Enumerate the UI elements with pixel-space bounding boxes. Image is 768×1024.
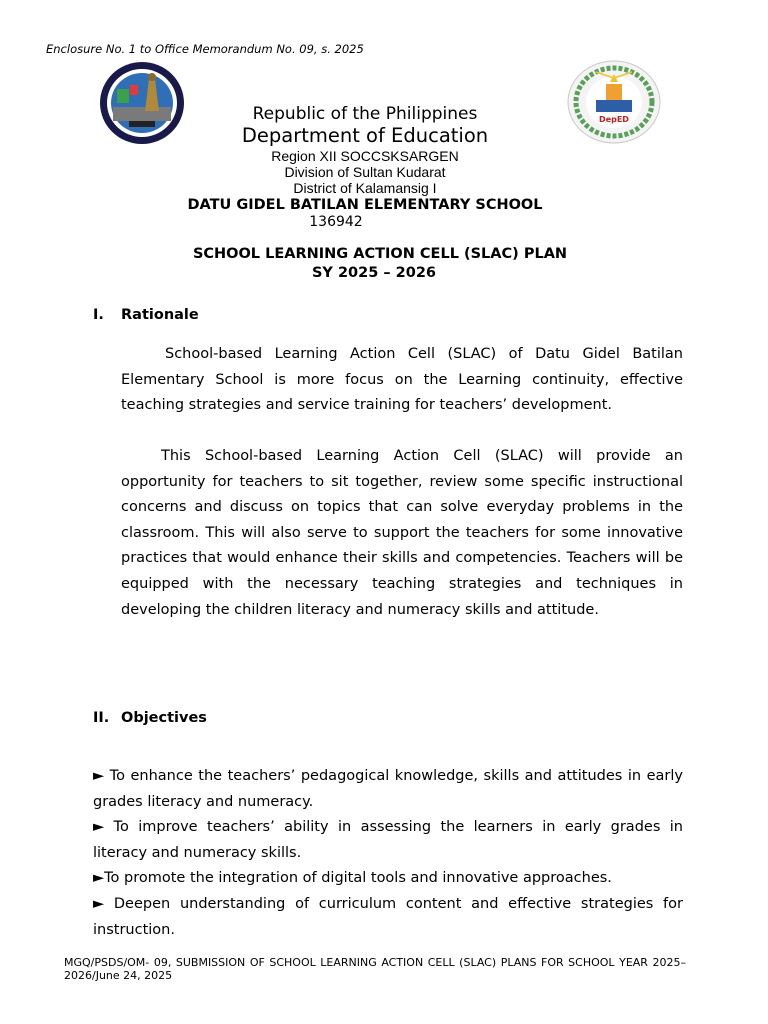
objective-item: ► Deepen understanding of curriculum content and effective strategies for instruction. xyxy=(93,896,683,938)
deped-logo-text: DepED xyxy=(599,115,629,124)
section-number: II. xyxy=(93,710,110,726)
header-department: Department of Education xyxy=(241,124,489,147)
header-district: District of Kalamansig I xyxy=(293,180,437,196)
rationale-paragraph-1: School-based Learning Action Cell (SLAC) of Datu Gidel Batilan Elementary School is more focus on the Learning continuity, effective teaching strategies and service training for teachers’ development. xyxy=(121,346,683,414)
section-rationale-heading xyxy=(93,307,199,323)
rationale-paragraph-2: This School-based Learning Action Cell (SLAC) will provide an opportunity for teachers to sit together, review some specific instructional concerns and discuss on topics that can solve everyday problems in the classroom. This will also serve to support the teachers for some innovative practices that would enhance their skills and competencies. Teachers will be equipped with the necessary teaching strategies and techniques in developing the children literacy and numeracy skills and attitude. xyxy=(121,448,683,618)
section-title: Rationale xyxy=(121,307,199,323)
header-division: Division of Sultan Kudarat xyxy=(284,164,446,180)
document-title: SCHOOL LEARNING ACTION CELL (SLAC) PLAN xyxy=(192,246,568,262)
school-year: SY 2025 – 2026 xyxy=(311,265,437,281)
objective-item: ►To promote the integration of digital tools and innovative approaches. xyxy=(93,870,612,886)
header-school-id: 136942 xyxy=(309,214,363,230)
footer-reference: MGQ/PSDS/OM- 09, SUBMISSION OF SCHOOL LEARNING ACTION CELL (SLAC) PLANS FOR SCHOOL YEAR 2025–2026/June 24, 2025 xyxy=(64,956,686,982)
header-republic: Republic of the Philippines xyxy=(252,104,478,124)
section-number: I. xyxy=(93,307,104,323)
header-school-name: DATU GIDEL BATILAN ELEMENTARY SCHOOL xyxy=(187,197,543,213)
section-title: Objectives xyxy=(121,710,207,726)
objective-item: ► To enhance the teachers’ pedagogical knowledge, skills and attitudes in early grades literacy and numeracy. xyxy=(93,768,683,810)
enclosure-note: Enclosure No. 1 to Office Memorandum No. 09, s. 2025 xyxy=(46,42,364,56)
section-objectives-heading xyxy=(93,710,207,726)
objective-item: ► To improve teachers’ ability in assessing the learners in early grades in literacy and numeracy skills. xyxy=(93,819,683,861)
header-region: Region XII SOCCSKSARGEN xyxy=(271,148,459,164)
